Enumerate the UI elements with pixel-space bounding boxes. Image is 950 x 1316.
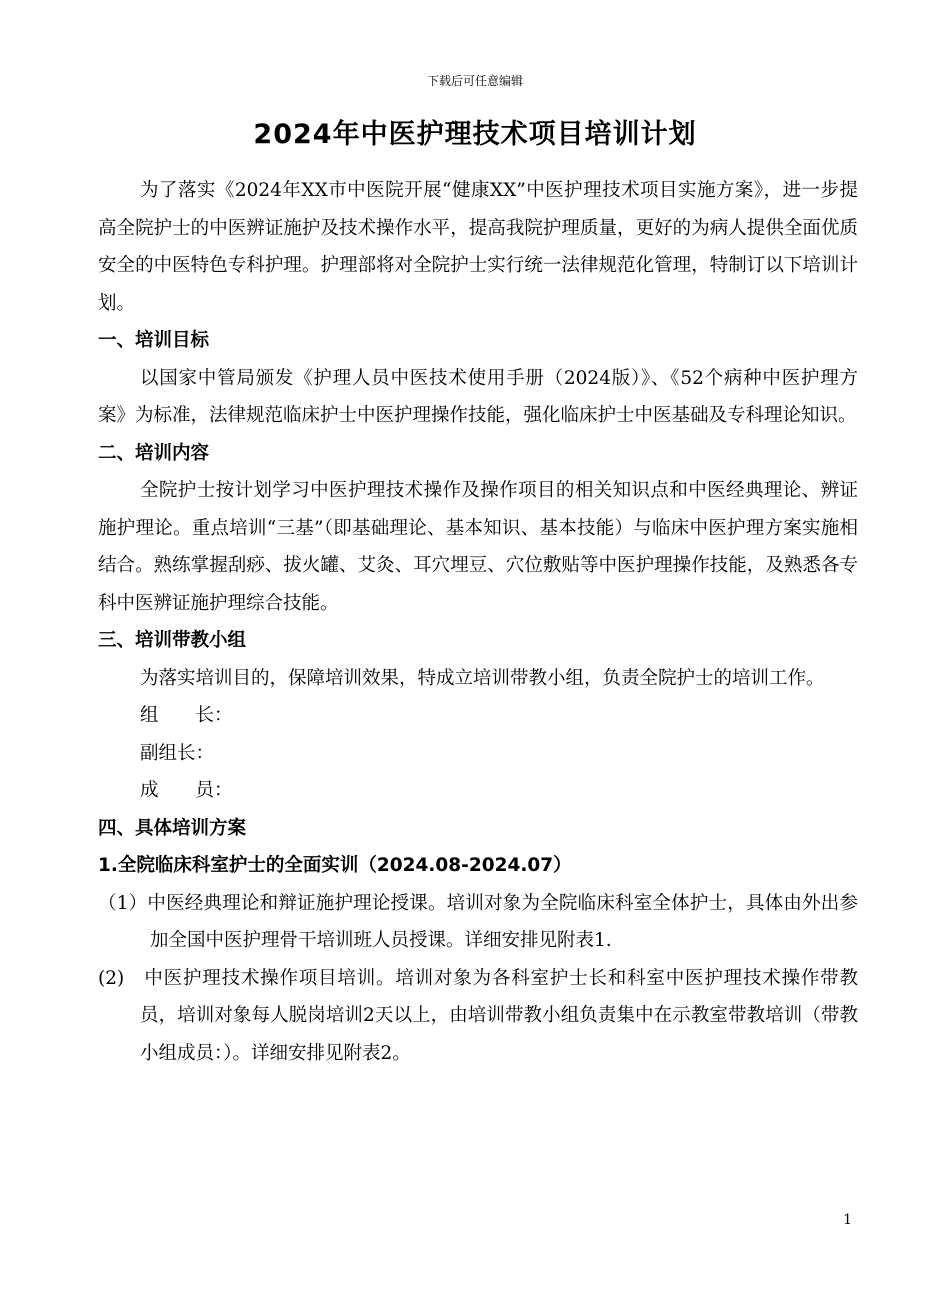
goals-paragraph: 以国家中管局颁发《护理人员中医技术使用手册（2024版）》、《52个病种中医护理方案》为标准，法律规范临床护士中医护理操作技能，强化临床护士中医基础及专科理论知识。 [98, 367, 858, 426]
section-heading-plan: 四、具体培训方案 [98, 817, 247, 839]
team-paragraph: 为落实培训目的，保障培训效果，特成立培训带教小组，负责全院护士的培训工作。 [140, 667, 825, 689]
content-paragraph: 全院护士按计划学习中医护理技术操作及操作项目的相关知识点和中医经典理论、辨证施护理论。重点培训“三基”（即基础理论、基本知识、基本技能）与临床中医护理方案实施相结合。熟练掌握刮痧、拔火罐、艾灸、耳穴埋豆、穴位敷贴等中医护理操作技能，及熟悉各专科中医辨证施护理综合技能。 [98, 480, 858, 614]
header-note: 下载后可任意编辑 [426, 74, 523, 88]
intro-paragraph: 为了落实《2024年XX市中医院开展“健康XX”中医护理技术项目实施方案》，进一步提高全院护士的中医辨证施护及技术操作水平，提高我院护理质量，更好的为病人提供全面优质安全的中医特色专科护理。护理部将对全院护士实行统一法律规范化管理，特制订以下培训计划。 [98, 180, 858, 314]
plan-item-1: （1）中医经典理论和辩证施护理论授课。培训对象为全院临床科室全体护士，具体由外出参加全国中医护理骨干培训班人员授课。详细安排见附表1. [98, 892, 858, 951]
plan-item-2: (2) 中医护理技术操作项目培训。培训对象为各科室护士长和科室中医护理技术操作带教员，培训对象每人脱岗培训2天以上，由培训带教小组负责集中在示教室带教培训（带教小组成员：）。详细安排见附表2。 [98, 967, 858, 1064]
plan-subheading: 1.全院临床科室护士的全面实训（2024.08-2024.07） [98, 855, 572, 876]
page-number: 1 [843, 1212, 852, 1228]
team-deputy-line: 副组长： [140, 742, 215, 764]
team-members-line: 成 员： [140, 780, 233, 801]
section-heading-goals: 一、培训目标 [98, 330, 210, 351]
section-heading-team: 三、培训带教小组 [98, 630, 247, 651]
section-heading-content: 二、培训内容 [98, 442, 210, 464]
document-title: 2024年中医护理技术项目培训计划 [253, 119, 697, 150]
team-leader-line: 组 长： [140, 705, 233, 726]
document-body [98, 172, 858, 1072]
